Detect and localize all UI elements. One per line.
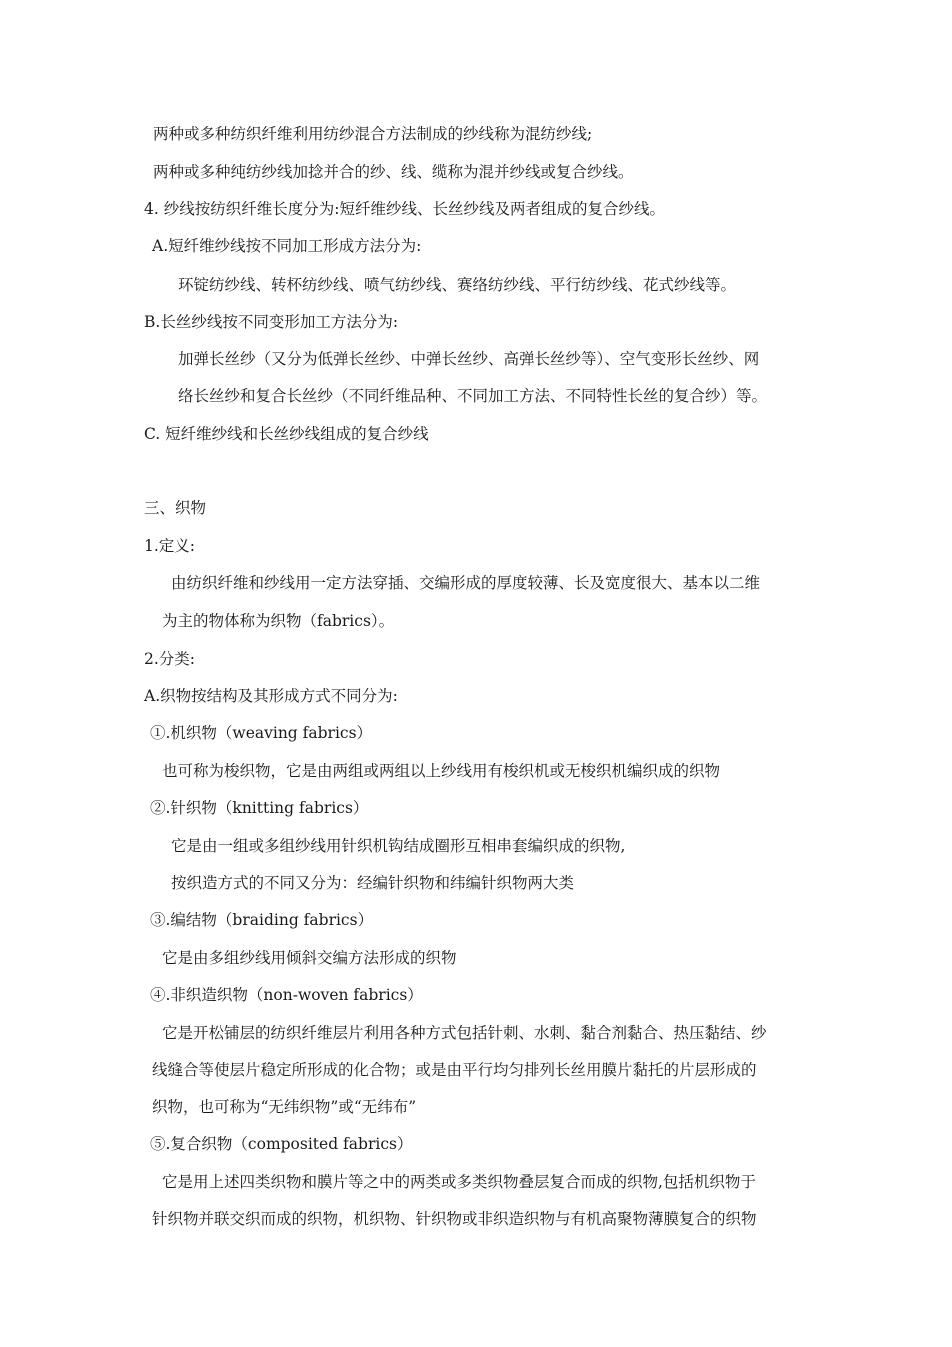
text-line: ②.针织物（knitting fabrics） <box>150 799 369 817</box>
text-line: 两种或多种纺织纤维利用纺纱混合方法制成的纱线称为混纺纱线; <box>153 125 593 143</box>
text-line: 也可称为梭织物，它是由两组或两组以上纱线用有梭织机或无梭织机编织成的织物 <box>162 762 721 780</box>
text-line: 织物，也可称为“无纬织物”或“无纬布” <box>152 1098 417 1116</box>
section-heading: 三、织物 <box>144 499 207 517</box>
text-line: 它是由多组纱线用倾斜交编方法形成的织物 <box>162 949 457 967</box>
text-line: A.短纤维纱线按不同加工形成方法分为: <box>152 237 422 255</box>
text-line: 由纺织纤维和纱线用一定方法穿插、交编形成的厚度较薄、长及宽度很大、基本以二维 <box>171 574 761 592</box>
text-line: ⑤.复合织物（composited fabrics） <box>150 1135 413 1153</box>
text-line: 络长丝纱和复合长丝纱（不同纤维品种、不同加工方法、不同特性长丝的复合纱）等。 <box>178 387 768 405</box>
text-line: C. 短纤维纱线和长丝纱线组成的复合纱线 <box>144 425 429 443</box>
text-line: ④.非织造织物（non-woven fabrics） <box>150 986 423 1004</box>
text-line: 4. 纱线按纺织纤维长度分为:短纤维纱线、长丝纱线及两者组成的复合纱线。 <box>144 200 665 218</box>
text-line: 按织造方式的不同又分为：经编针织物和纬编针织物两大类 <box>171 874 575 892</box>
text-line: ①.机织物（weaving fabrics） <box>150 724 373 742</box>
text-line: 它是开松铺层的纺织纤维层片利用各种方式包括针刺、水刺、黏合剂黏合、热压黏结、纱 <box>162 1024 767 1042</box>
text-line: ③.编结物（braiding fabrics） <box>150 911 374 929</box>
text-line: 两种或多种纯纺纱线加捻并合的纱、线、缆称为混并纱线或复合纱线。 <box>153 163 634 181</box>
text-line: A.织物按结构及其形成方式不同分为: <box>144 687 398 705</box>
text-line: 它是由一组或多组纱线用针织机钩结成圈形互相串套编织成的织物, <box>171 837 626 855</box>
text-line: 1.定义: <box>144 537 196 555</box>
text-line: B.长丝纱线按不同变形加工方法分为: <box>144 313 399 331</box>
text-line: 为主的物体称为织物（fabrics）。 <box>162 612 395 630</box>
text-line: 针织物并联交织而成的织物，机织物、针织物或非织造织物与有机高聚物薄膜复合的织物 <box>152 1210 757 1228</box>
text-line: 2.分类: <box>144 650 196 668</box>
text-line: 线缝合等使层片稳定所形成的化合物；或是由平行均匀排列长丝用膜片黏托的片层形成的 <box>152 1061 757 1079</box>
text-line: 它是用上述四类织物和膜片等之中的两类或多类织物叠层复合而成的织物,包括机织物于 <box>162 1173 756 1191</box>
text-line: 环锭纺纱线、转杯纺纱线、喷气纺纱线、赛络纺纱线、平行纺纱线、花式纱线等。 <box>178 276 737 294</box>
text-line: 加弹长丝纱（又分为低弹长丝纱、中弹长丝纱、高弹长丝纱等）、空气变形长丝纱、网 <box>178 350 760 368</box>
